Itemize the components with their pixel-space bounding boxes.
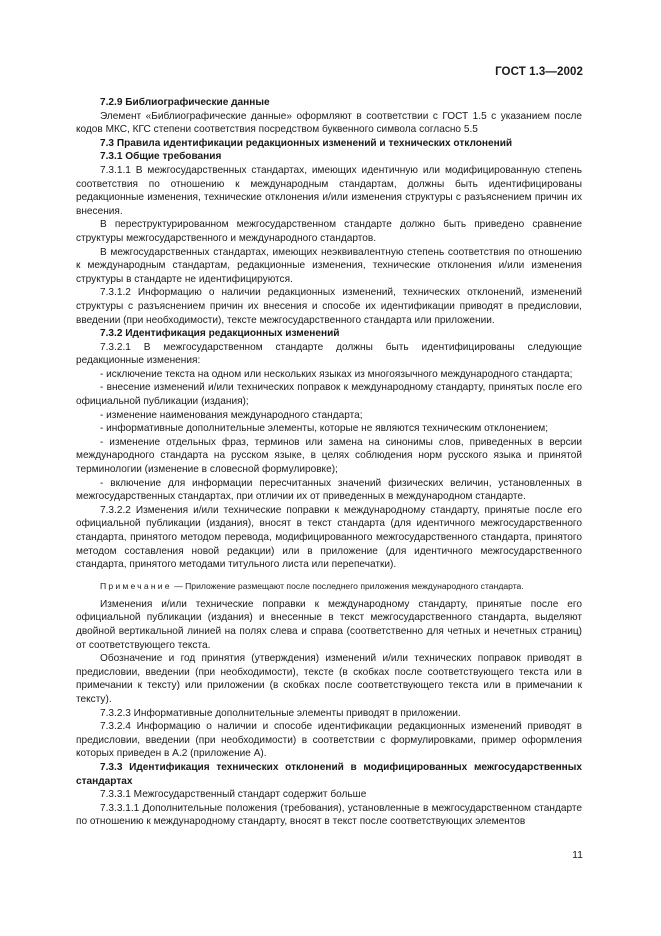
section-heading: 7.3.2 Идентификация редакционных изменений xyxy=(100,328,340,340)
body-paragraph: - изменение отдельных фраз, терминов или замена на синонимы слов, приведенных в версии международного стандарта на русском языке, в целях соблюдения норм русского языка и принятой терминологии (изменение в словесной формулировке); xyxy=(76,436,582,476)
section-heading: 7.3.1 Общие требования xyxy=(100,151,222,163)
body-paragraph: 7.3.2.1 В межгосударственном стандарте должны быть идентифицированы следующие редакционные изменения: xyxy=(76,341,582,367)
body-paragraph: 7.3.1.2 Информацию о наличии редакционных изменений, технических отклонений, изменений структуры с разъяснением причин их внесения и способе их идентификации приводят в предисловии, введении (при необходимости), тексте межгосударственного стандарта или приложении. xyxy=(76,287,582,326)
body-paragraph: - включение для информации пересчитанных значений физических величин, установленных в межгосударственных стандартах, при отличии их от приведенных в международном стандарте. xyxy=(76,477,582,503)
body-paragraph: Изменения и/или технические поправки к международному стандарту, принятые после его официальной публикации (издания) и внесенные в текст межгосударственного стандарта, выделяют двойной вертикальной линией на полях слева и справа (соответственно для четных и нечетных страниц) от соответствующего текста. xyxy=(76,598,582,651)
body-paragraph: - исключение текста на одном или нескольких языках из многоязычного международного стандарта; xyxy=(100,368,573,380)
body-paragraph: В межгосударственных стандартах, имеющих неэквивалентную степень соответствия по отношению к международным стандартам, редакционные изменения, технические отклонения и/или изменения структуры в стандарте не идентифицируются. xyxy=(76,246,582,285)
body-paragraph: Обозначение и год принятия (утверждения) изменений и/или технических поправок приводят в предисловии, введении (при необходимости), тексте (в скобках после соответствующего текста или в примечании к тексту) или приложении (в скобках после соответствующего текста или в примечании к тексту). xyxy=(76,653,582,705)
document-body xyxy=(76,96,582,829)
page-number: 11 xyxy=(572,849,583,861)
body-paragraph: 7.3.2.3 Информативные дополнительные элементы приводят в приложении. xyxy=(100,707,461,719)
body-paragraph: 7.3.2.4 Информацию о наличии и способе идентификации редакционных изменений приводят в предисловии, введении (при необходимости) в соответствии с формулировками, пример оформления которых приведен в А.2 (приложение А). xyxy=(76,721,582,760)
body-paragraph: 7.3.2.2 Изменения и/или технические поправки к международному стандарту, принятые после его официальной публикации (издания), вносят в текст стандарта (для идентичного межгосударственного стандарта, принятого методом перевода, модифицированного межгосударственного стандарта, принятого методом составления новой редакции) или в приложение (для идентичного межгосударственного стандарта, принятого методами титульного листа или перепечатки). xyxy=(76,504,582,571)
body-paragraph: - внесение изменений и/или технических поправок к международному стандарту, принятых после его официальной публикации (издания); xyxy=(76,382,582,408)
body-paragraph: Элемент «Библиографические данные» оформляют в соответствии с ГОСТ 1.5 с указанием после кодов МКС, КГС степени соответствия посредством буквенного символа согласно 5.5 xyxy=(76,110,582,136)
body-paragraph: - изменение наименования международного стандарта; xyxy=(100,409,363,421)
section-heading: 7.2.9 Библиографические данные xyxy=(100,97,270,108)
section-heading: 7.3.3 Идентификация технических отклонений в модифицированных межгосударственных стандартах xyxy=(76,761,582,787)
note-text: — Приложение размещают после последнего приложения международного стандарта. xyxy=(171,580,524,591)
body-paragraph: - информативные дополнительные элементы, которые не являются техническим отклонением; xyxy=(100,423,549,435)
note-label: Примечание xyxy=(100,580,172,591)
note-paragraph xyxy=(76,580,582,592)
section-heading: 7.3 Правила идентификации редакционных изменений и технических отклонений xyxy=(100,137,513,149)
body-paragraph: В переструктурированном межгосударственном стандарте должно быть приведено сравнение структуры межгосударственного и международного стандартов. xyxy=(76,219,582,244)
document-header: ГОСТ 1.3—2002 xyxy=(495,66,583,78)
body-paragraph: 7.3.1.1 В межгосударственных стандартах, имеющих идентичную или модифицированную степень соответствия по отношению к международным стандартам, должны быть идентифицированы редакционные изменения, технические отклонения и/или изменения структуры с разъяснением причин их внесения. xyxy=(76,164,582,217)
body-paragraph: 7.3.3.1 Межгосударственный стандарт содержит больше xyxy=(100,789,367,801)
body-paragraph: 7.3.3.1.1 Дополнительные положения (требования), установленные в межгосударственном стандарте по отношению к международному стандарту, вносят в текст после соответствующих элементов xyxy=(76,802,582,828)
